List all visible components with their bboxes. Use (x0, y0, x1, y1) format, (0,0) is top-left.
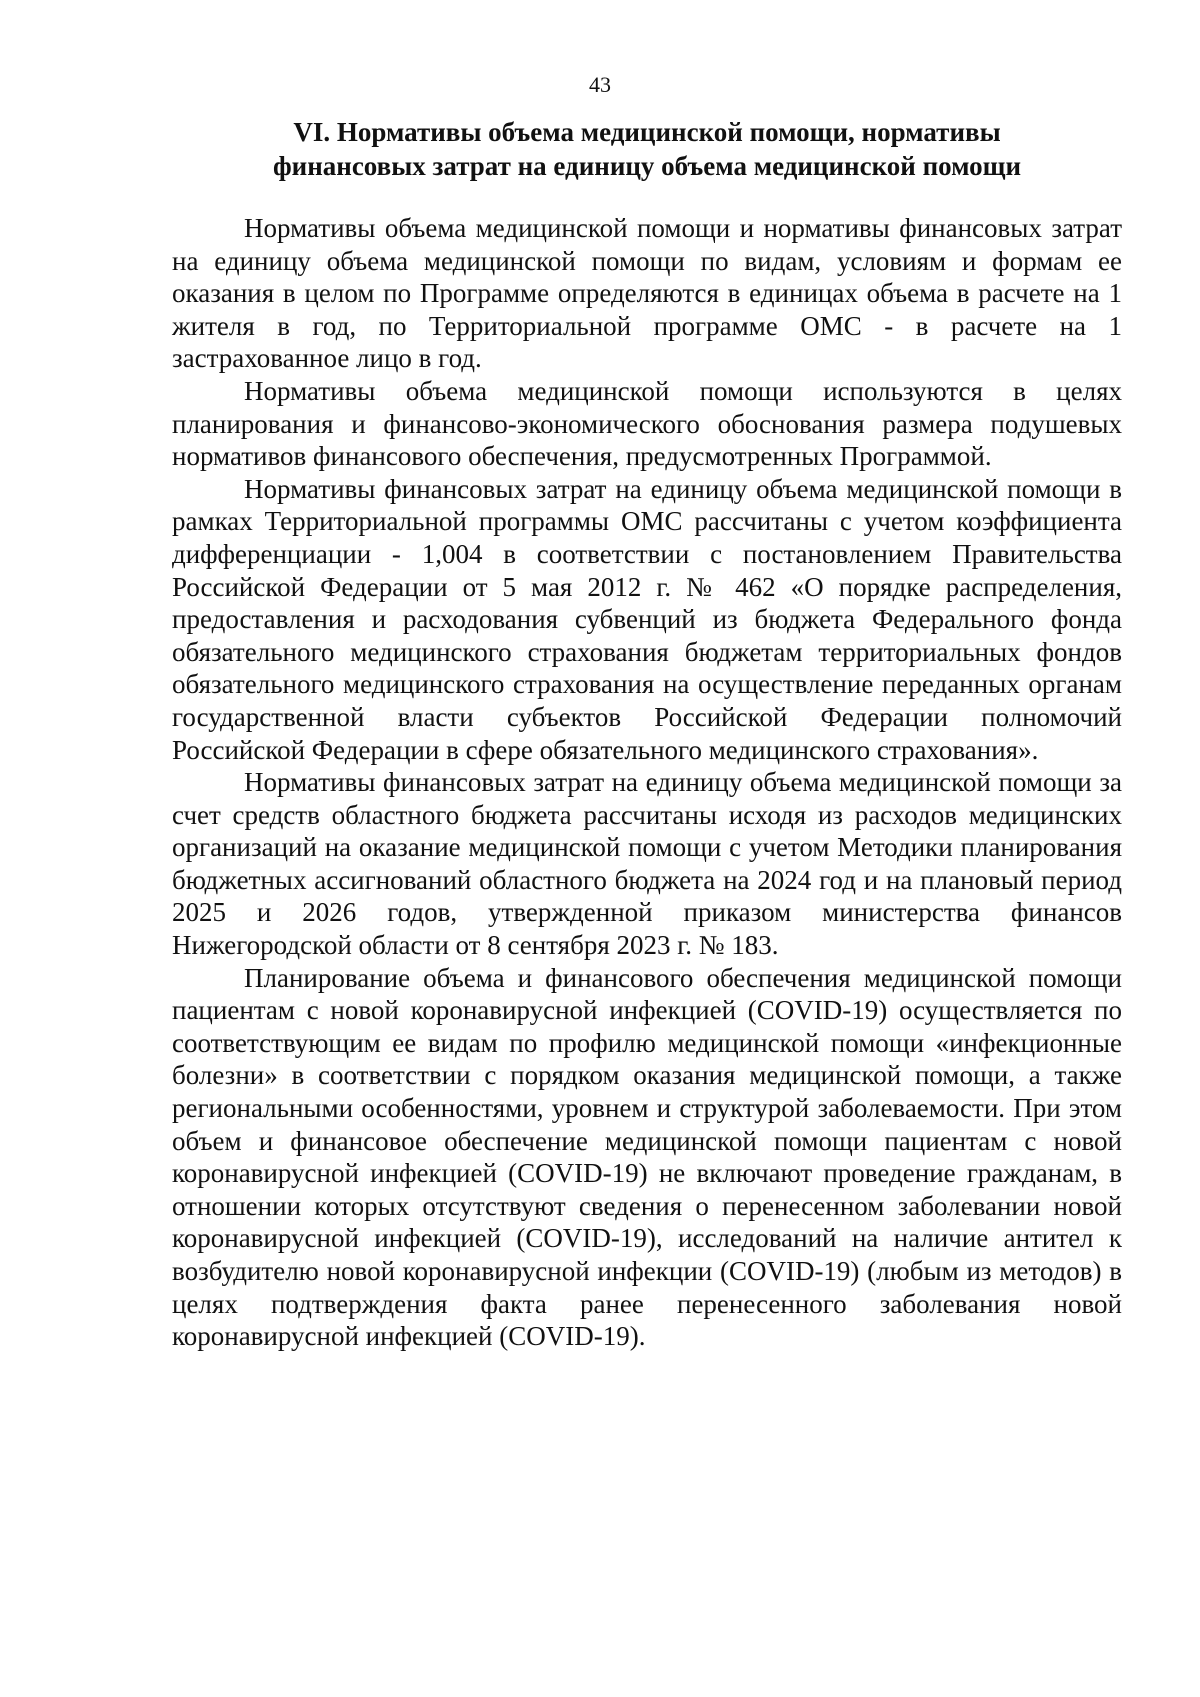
body-text (172, 212, 1122, 1353)
paragraph-3: Нормативы финансовых затрат на единицу объема медицинской помощи в рамках Территориальной программы ОМС рассчитаны с учетом коэффициента дифференциации - 1,004 в соответствии с постановлением Правительства Российской Федерации от 5 мая 2012 г. № 462 «О порядке распределения, предоставления и расходования субвенций из бюджета Федерального фонда обязательного медицинского страхования бюджетам территориальных фондов обязательного медицинского страхования на осуществление переданных органам государственной власти субъектов Российской Федерации полномочий Российской Федерации в сфере обязательного медицинского страхования». (172, 473, 1122, 765)
paragraph-2: Нормативы объема медицинской помощи используются в целях планирования и финансово-экономического обоснования размера подушевых нормативов финансового обеспечения, предусмотренных Программой. (172, 375, 1122, 472)
page-number: 43 (589, 72, 611, 97)
paragraph-5: Планирование объема и финансового обеспечения медицинской помощи пациентам с новой коронавирусной инфекцией (COVID-19) осуществляется по соответствующим ее видам по профилю медицинской помощи «инфекционные болезни» в соответствии с порядком оказания медицинской помощи, а также региональными особенностями, уровнем и структурой заболеваемости. При этом объем и финансовое обеспечение медицинской помощи пациентам с новой коронавирусной инфекцией (COVID-19) не включают проведение гражданам, в отношении которых отсутствуют сведения о перенесенном заболевании новой коронавирусной инфекцией (COVID-19), исследований на наличие антител к возбудителю новой коронавирусной инфекции (COVID-19) (любым из методов) в целях подтверждения факта ранее перенесенного заболевания новой коронавирусной инфекцией (COVID-19). (172, 962, 1122, 1352)
paragraph-1: Нормативы объема медицинской помощи и нормативы финансовых затрат на единицу объема медицинской помощи по видам, условиям и формам ее оказания в целом по Программе определяются в единицах объема в расчете на 1 жителя в год, по Территориальной программе ОМС - в расчете на 1 застрахованное лицо в год. (172, 213, 1122, 374)
section-heading (172, 115, 1122, 183)
section-heading-line-2: финансовых затрат на единицу объема медицинской помощи (272, 151, 1022, 181)
paragraph-4: Нормативы финансовых затрат на единицу объема медицинской помощи за счет средств областного бюджета рассчитаны исходя из расходов медицинских организаций на оказание медицинской помощи с учетом Методики планирования бюджетных ассигнований областного бюджета на 2024 год и на плановый период 2025 и 2026 годов, утвержденной приказом министерства финансов Нижегородской области от 8 сентября 2023 г. № 183. (172, 767, 1122, 961)
section-heading-line-1: VI. Нормативы объема медицинской помощи, нормативы (293, 117, 1001, 147)
